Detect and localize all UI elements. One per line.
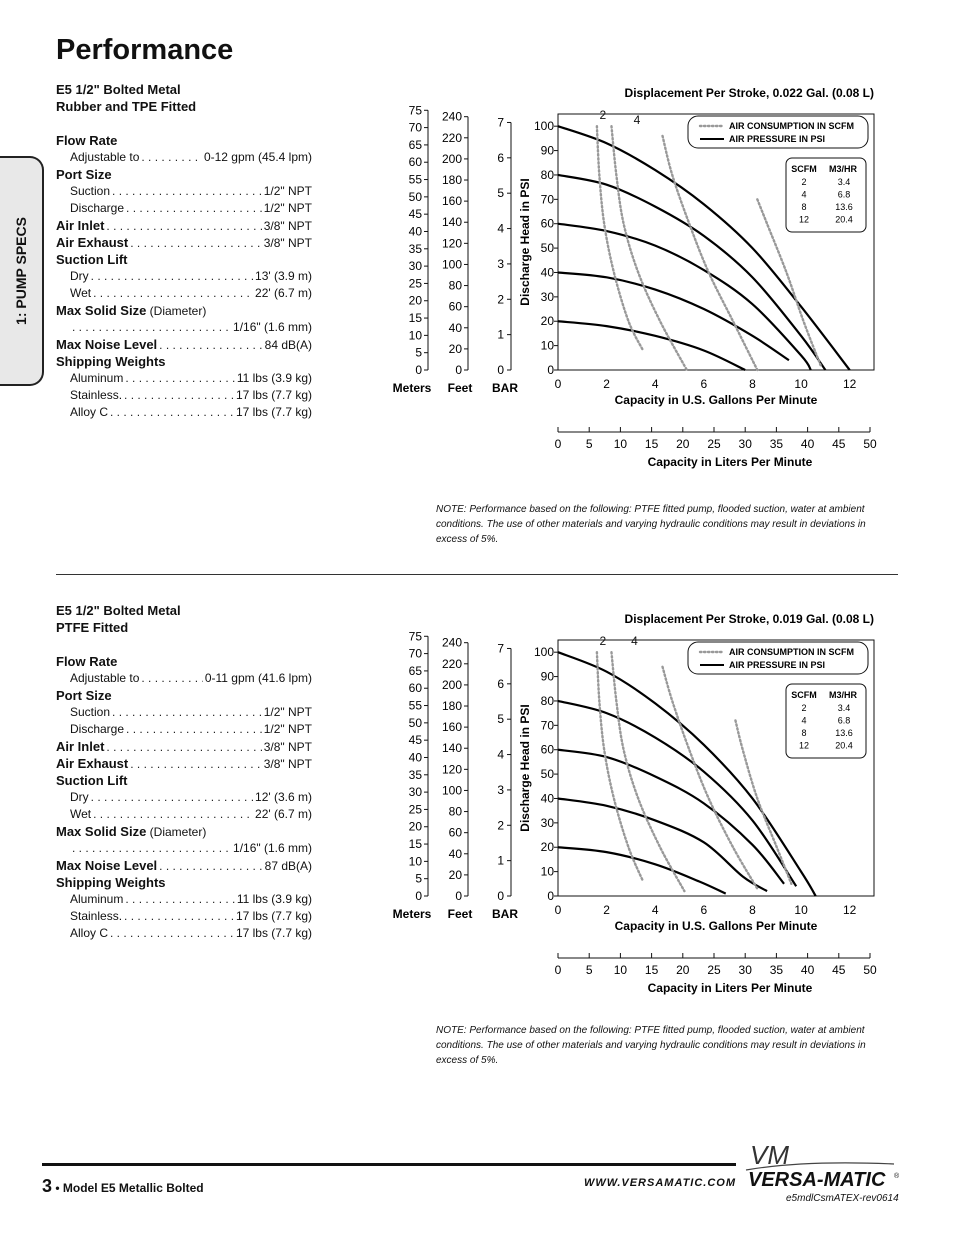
spec-row: Max Noise Level . . . 87 dB(A) (56, 857, 312, 874)
liters-tick-label: 35 (769, 963, 784, 977)
bar-tick-label: 0 (497, 889, 504, 903)
m3hr-cell: 20.4 (835, 740, 853, 751)
shipping-heading: Shipping Weights (56, 354, 166, 369)
footer-doc-code: e5mdlCsmATEX-rev0614 (786, 1193, 899, 1204)
m3hr-cell: 6.8 (837, 715, 851, 726)
spec-row: . . . 1/16" (1.6 mm) (56, 840, 312, 857)
meters-axis-label: Meters (392, 381, 432, 395)
bar-tick-label: 3 (497, 782, 504, 797)
svg-text:®: ® (894, 1173, 900, 1180)
pressure-curve (558, 175, 825, 370)
feet-tick-label: 60 (448, 299, 462, 314)
y-tick-label: 60 (540, 216, 554, 231)
pressure-curve (558, 798, 767, 891)
liters-tick-label: 5 (585, 437, 593, 451)
logo-mark: VM (750, 1140, 789, 1170)
feet-tick-label: 240 (441, 635, 462, 650)
liters-tick-label: 30 (738, 963, 752, 977)
feet-tick-label: 20 (448, 867, 462, 882)
liters-tick-label: 25 (707, 437, 721, 451)
y-tick-label: 90 (540, 143, 554, 158)
spec-heading-2: PTFE Fitted (56, 620, 129, 635)
y-tick-label: 100 (533, 645, 554, 660)
y-tick-label: 10 (540, 864, 554, 879)
performance-note-2: NOTE: Performance based on the following: PTFE fitted pump, flooded suction, water at ambient conditions. The use of other materials and varying hydraulic conditions may result in deviations in excess of 5%. (436, 1025, 866, 1066)
shipping-heading: Shipping Weights (56, 875, 166, 890)
meters-tick-label: 10 (408, 328, 422, 343)
feet-tick-label: 0 (455, 363, 462, 377)
liters-tick-label: 20 (676, 437, 690, 451)
x-tick-label: 0 (554, 903, 562, 917)
spec-row: Alloy C . . . 17 lbs (7.7 kg) (56, 925, 312, 942)
m3hr-cell: 3.4 (837, 177, 851, 187)
scfm-cell: 4 (801, 715, 807, 726)
scfm-cell: 12 (798, 740, 810, 751)
liters-tick-label: 15 (644, 437, 659, 451)
meters-tick-label: 35 (408, 767, 422, 782)
bar-tick-label: 0 (497, 363, 504, 377)
x-tick-label: 8 (749, 903, 756, 917)
x-tick-label: 12 (843, 903, 857, 917)
spec-row: Max Noise Level . . . 84 dB(A) (56, 336, 312, 353)
m3hr-cell: 20.4 (835, 214, 853, 225)
scfm-cell: 8 (801, 728, 807, 738)
x-tick-label: 6 (700, 903, 708, 917)
air-curve-label: 2 (599, 107, 607, 122)
spec-block-1 (56, 81, 312, 421)
feet-tick-label: 140 (441, 741, 462, 756)
liters-tick-label: 0 (554, 437, 562, 451)
spec-row: Dry . . . 13' (3.9 m) (56, 268, 312, 285)
spec-block-2 (56, 602, 312, 942)
pressure-curve (558, 701, 796, 886)
bar-tick-label: 5 (497, 712, 504, 727)
x-tick-label: 10 (794, 377, 808, 391)
meters-axis-label: Meters (392, 907, 432, 921)
scfm-header: SCFM (791, 164, 817, 174)
feet-axis-label: Feet (447, 907, 473, 921)
performance-chart-2 (388, 610, 908, 995)
meters-tick-label: 30 (408, 259, 422, 274)
bar-tick-label: 2 (497, 818, 504, 833)
y-tick-label: 40 (540, 791, 554, 806)
performance-chart-1 (388, 84, 908, 469)
air-curve-label: 4 (631, 633, 638, 648)
legend-dotted-label: AIR CONSUMPTION IN SCFM (729, 121, 854, 131)
y-tick-label: 20 (540, 314, 554, 329)
meters-tick-label: 70 (408, 646, 422, 661)
bar-tick-label: 4 (497, 221, 504, 236)
meters-tick-label: 5 (415, 345, 422, 360)
meters-tick-label: 65 (408, 663, 422, 678)
y-axis-label: Discharge Head in PSI (518, 704, 532, 832)
y-tick-label: 40 (540, 265, 554, 280)
feet-tick-label: 60 (448, 825, 462, 840)
x-axis-label: Capacity in U.S. Gallons Per Minute (614, 919, 818, 933)
liters-tick-label: 20 (676, 963, 690, 977)
pressure-curve (558, 321, 745, 370)
meters-tick-label: 55 (408, 172, 422, 187)
spec-row: Suction . . . 1/2" NPT (56, 183, 312, 200)
page-number: 3 (42, 1176, 53, 1196)
feet-tick-label: 80 (448, 804, 462, 819)
feet-tick-label: 20 (448, 341, 462, 356)
m3hr-cell: 3.4 (837, 703, 851, 713)
scfm-cell: 4 (801, 189, 807, 200)
feet-axis-label: Feet (447, 381, 473, 395)
scfm-cell: 8 (801, 202, 807, 212)
meters-tick-label: 40 (408, 750, 422, 765)
meters-tick-label: 25 (408, 276, 422, 291)
meters-tick-label: 20 (408, 293, 422, 308)
bar-tick-label: 1 (497, 853, 504, 868)
performance-note-1: NOTE: Performance based on the following: PTFE fitted pump, flooded suction, water at ambient conditions. The use of other materials and varying hydraulic conditions may result in deviations in excess of 5%. (436, 504, 866, 545)
x-tick-label: 4 (651, 903, 659, 917)
meters-tick-label: 60 (408, 155, 422, 170)
feet-tick-label: 0 (455, 889, 462, 903)
y-tick-label: 10 (540, 338, 554, 353)
spec-row: Air Exhaust . . . 3/8" NPT (56, 755, 312, 772)
air-consumption-curve (735, 720, 791, 883)
meters-tick-label: 50 (408, 189, 422, 204)
meters-tick-label: 55 (408, 698, 422, 713)
spec-row: . . . 1/16" (1.6 mm) (56, 319, 312, 336)
port-size-heading: Port Size (56, 688, 112, 703)
m3hr-header: M3/HR (828, 164, 858, 174)
footer-model: • Model E5 Metallic Bolted (55, 1181, 204, 1195)
bar-tick-label: 7 (497, 115, 504, 130)
y-axis-label: Discharge Head in PSI (518, 178, 532, 306)
x-axis-label: Capacity in U.S. Gallons Per Minute (614, 393, 818, 407)
liters-tick-label: 40 (800, 963, 815, 977)
meters-tick-label: 50 (408, 715, 422, 730)
spec-row: Discharge . . . 1/2" NPT (56, 200, 312, 217)
spec-row: Suction . . . 1/2" NPT (56, 704, 312, 721)
feet-tick-label: 180 (441, 173, 462, 188)
suction-lift-heading: Suction Lift (56, 252, 128, 267)
feet-tick-label: 180 (441, 699, 462, 714)
feet-tick-label: 100 (441, 783, 462, 798)
liters-tick-label: 50 (863, 437, 877, 451)
feet-tick-label: 220 (441, 130, 462, 145)
feet-tick-label: 140 (441, 215, 462, 230)
x-tick-label: 10 (794, 903, 808, 917)
flow-rate-heading: Flow Rate (56, 133, 118, 148)
meters-tick-label: 15 (408, 311, 422, 326)
spec-heading-1: E5 1/2" Bolted Metal (56, 603, 181, 618)
scfm-header: SCFM (791, 690, 817, 700)
feet-tick-label: 240 (441, 109, 462, 124)
feet-tick-label: 220 (441, 656, 462, 671)
feet-tick-label: 120 (441, 762, 462, 777)
m3hr-cell: 13.6 (835, 202, 853, 212)
y-tick-label: 100 (533, 119, 554, 134)
spec-row: Wet . . . 22' (6.7 m) (56, 806, 312, 823)
meters-tick-label: 15 (408, 837, 422, 852)
spec-row: Air Inlet . . . 3/8" NPT (56, 217, 312, 234)
spec-row: Stainless. . . . 17 lbs (7.7 kg) (56, 387, 312, 404)
liters-tick-label: 50 (863, 963, 877, 977)
meters-tick-label: 10 (408, 854, 422, 869)
meters-tick-label: 75 (408, 103, 422, 118)
scfm-cell: 2 (801, 177, 807, 187)
liters-tick-label: 5 (585, 963, 593, 977)
plot-frame (558, 114, 874, 370)
x-tick-label: 4 (651, 377, 659, 391)
y-tick-label: 80 (540, 167, 554, 182)
feet-tick-label: 100 (441, 257, 462, 272)
versa-matic-logo (744, 1140, 904, 1192)
section-tab-label: 1: PUMP SPECS (13, 217, 29, 325)
liters-tick-label: 35 (769, 437, 784, 451)
spec-row: Alloy C . . . 17 lbs (7.7 kg) (56, 404, 312, 421)
page-title: Performance (56, 34, 234, 66)
meters-tick-label: 30 (408, 785, 422, 800)
liters-tick-label: 40 (800, 437, 815, 451)
legend-solid-label: AIR PRESSURE IN PSI (729, 134, 826, 144)
m3hr-cell: 13.6 (835, 728, 853, 738)
spec-row: Stainless. . . . 17 lbs (7.7 kg) (56, 908, 312, 925)
feet-tick-label: 120 (441, 236, 462, 251)
y-tick-label: 70 (540, 192, 554, 207)
pressure-curve (558, 847, 726, 893)
y-tick-label: 70 (540, 718, 554, 733)
footer-rule (42, 1163, 736, 1166)
bar-tick-label: 6 (497, 150, 504, 165)
bar-tick-label: 1 (497, 327, 504, 342)
bar-axis-label: BAR (492, 381, 518, 395)
m3hr-cell: 6.8 (837, 189, 851, 200)
spec-heading-2: Rubber and TPE Fitted (56, 99, 197, 114)
spec-row: Adjustable to . . . 0-11 gpm (41.6 lpm) (56, 670, 312, 687)
air-consumption-curve (663, 136, 758, 370)
liters-tick-label: 45 (832, 963, 846, 977)
spec-row: Dry . . . 12' (3.6 m) (56, 789, 312, 806)
plot-frame (558, 640, 874, 896)
spec-row: Adjustable to . . . 0-12 gpm (45.4 lpm) (56, 149, 312, 166)
x2-axis-label: Capacity in Liters Per Minute (647, 981, 813, 995)
y-tick-label: 50 (540, 241, 554, 256)
meters-tick-label: 65 (408, 137, 422, 152)
meters-tick-label: 0 (415, 889, 422, 903)
bar-tick-label: 2 (497, 292, 504, 307)
logo-text: VERSA-MATIC (748, 1169, 886, 1191)
spec-heading-1: E5 1/2" Bolted Metal (56, 82, 181, 97)
feet-tick-label: 200 (441, 677, 462, 692)
y-tick-label: 0 (547, 889, 554, 903)
feet-tick-label: 160 (441, 194, 462, 209)
port-size-heading: Port Size (56, 167, 112, 182)
y-tick-label: 90 (540, 669, 554, 684)
meters-tick-label: 40 (408, 224, 422, 239)
y-tick-label: 50 (540, 767, 554, 782)
meters-tick-label: 45 (408, 207, 422, 222)
legend-dotted-label: AIR CONSUMPTION IN SCFM (729, 647, 854, 657)
feet-tick-label: 40 (448, 846, 462, 861)
feet-tick-label: 200 (441, 151, 462, 166)
footer-url[interactable]: WWW.VERSAMATIC.COM (584, 1177, 737, 1189)
liters-tick-label: 25 (707, 963, 721, 977)
spec-row: Max Solid Size (Diameter) (56, 303, 207, 318)
y-tick-label: 30 (540, 289, 554, 304)
y-tick-label: 20 (540, 840, 554, 855)
air-curve-label: 2 (599, 633, 607, 648)
meters-tick-label: 60 (408, 681, 422, 696)
feet-tick-label: 160 (441, 720, 462, 735)
chart-title: Displacement Per Stroke, 0.022 Gal. (0.08 L) (624, 86, 874, 100)
spec-row: Aluminum . . . 11 lbs (3.9 kg) (56, 370, 312, 387)
liters-tick-label: 10 (613, 437, 628, 451)
x-tick-label: 0 (554, 377, 562, 391)
scfm-cell: 2 (801, 703, 807, 713)
spec-row: Wet . . . 22' (6.7 m) (56, 285, 312, 302)
bar-tick-label: 5 (497, 186, 504, 201)
suction-lift-heading: Suction Lift (56, 773, 128, 788)
x-tick-label: 6 (700, 377, 708, 391)
meters-tick-label: 45 (408, 733, 422, 748)
feet-tick-label: 40 (448, 320, 462, 335)
air-curve-label: 4 (633, 112, 641, 127)
meters-tick-label: 0 (415, 363, 422, 377)
section-divider (56, 574, 898, 575)
y-tick-label: 0 (547, 363, 554, 377)
bar-tick-label: 3 (497, 256, 504, 271)
x-tick-label: 2 (603, 903, 610, 917)
bar-tick-label: 7 (497, 641, 504, 656)
bar-axis-label: BAR (492, 907, 518, 921)
liters-tick-label: 30 (738, 437, 752, 451)
section-tab (0, 156, 44, 386)
scfm-cell: 12 (798, 214, 810, 225)
feet-tick-label: 80 (448, 278, 462, 293)
liters-tick-label: 0 (554, 963, 562, 977)
liters-tick-label: 45 (832, 437, 846, 451)
y-tick-label: 30 (540, 815, 554, 830)
legend-solid-label: AIR PRESSURE IN PSI (729, 660, 826, 670)
meters-tick-label: 5 (415, 871, 422, 886)
x2-axis-label: Capacity in Liters Per Minute (647, 455, 813, 469)
meters-tick-label: 75 (408, 629, 422, 644)
meters-tick-label: 20 (408, 819, 422, 834)
x-tick-label: 8 (749, 377, 756, 391)
x-tick-label: 12 (843, 377, 857, 391)
spec-row: Max Solid Size (Diameter) (56, 824, 207, 839)
flow-rate-heading: Flow Rate (56, 654, 118, 669)
spec-row: Air Exhaust . . . 3/8" NPT (56, 234, 312, 251)
spec-row: Discharge . . . 1/2" NPT (56, 721, 312, 738)
bar-tick-label: 4 (497, 747, 504, 762)
y-tick-label: 60 (540, 742, 554, 757)
y-tick-label: 80 (540, 693, 554, 708)
footer-page-info (42, 1176, 204, 1197)
meters-tick-label: 25 (408, 802, 422, 817)
liters-tick-label: 10 (613, 963, 628, 977)
spec-row: Air Inlet . . . 3/8" NPT (56, 738, 312, 755)
meters-tick-label: 70 (408, 120, 422, 135)
liters-tick-label: 15 (644, 963, 659, 977)
m3hr-header: M3/HR (828, 690, 858, 700)
spec-row: Aluminum . . . 11 lbs (3.9 kg) (56, 891, 312, 908)
x-tick-label: 2 (603, 377, 610, 391)
pressure-curve (558, 652, 816, 896)
chart-title: Displacement Per Stroke, 0.019 Gal. (0.08 L) (624, 612, 874, 626)
meters-tick-label: 35 (408, 241, 422, 256)
bar-tick-label: 6 (497, 676, 504, 691)
